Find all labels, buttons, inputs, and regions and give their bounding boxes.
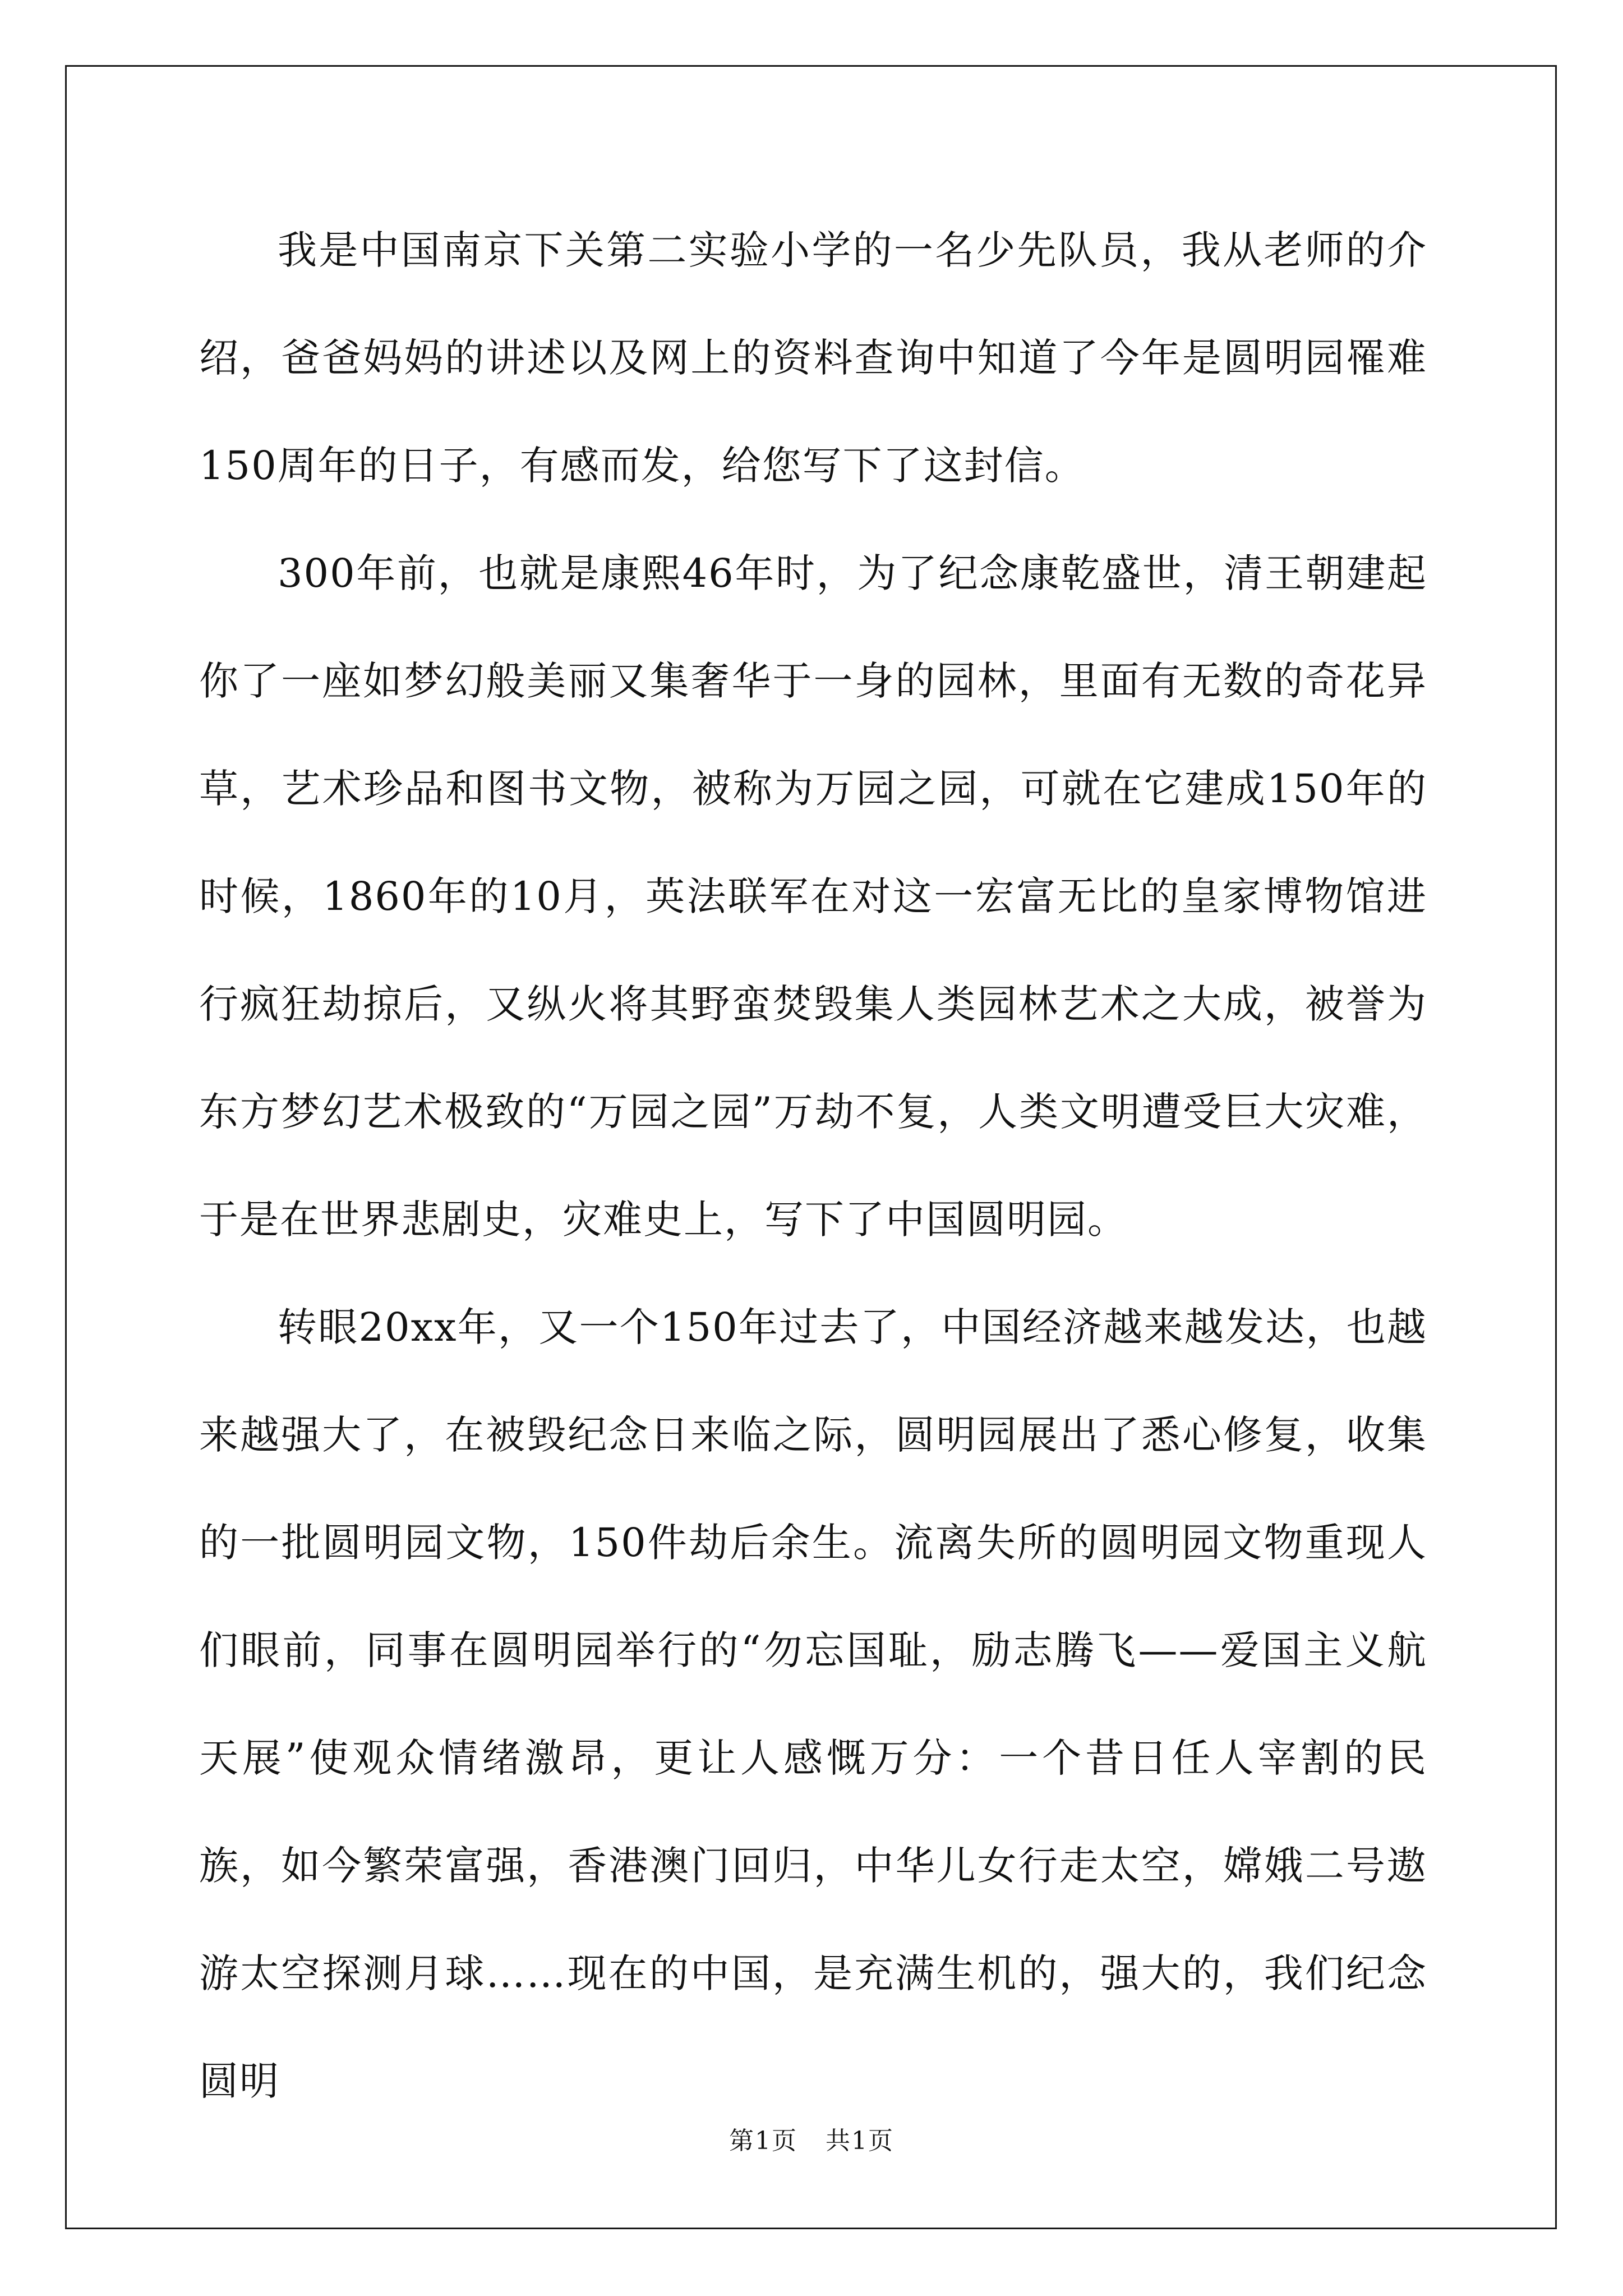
page-total: 共1页 [826,2127,894,2155]
document-body [199,196,1427,2135]
page-footer [0,2120,1623,2156]
page-number: 第1页 [729,2127,797,2155]
paragraph-3: 转眼20xx年，又一个150年过去了，中国经济越来越发达，也越来越强大了，在被毁纪念日来临之际，圆明园展出了悉心修复，收集的一批圆明园文物，150件劫后余生。流离失所的圆明园文物重现人们眼前，同事在圆明园举行的“勿忘国耻，励志腾飞——爱国主义航天展”使观众情绪激昂，更让人感慨万分：一个昔日任人宰割的民族，如今繁荣富强，香港澳门回归，中华儿女行走太空，嫦娥二号遨游太空探测月球……现在的中国，是充满生机的，强大的，我们纪念圆明 [199,1304,1427,2104]
paragraph-2: 300年前，也就是康熙46年时，为了纪念康乾盛世，清王朝建起你了一座如梦幻般美丽又集奢华于一身的园林，里面有无数的奇花异草，艺术珍品和图书文物，被称为万园之园，可就在它建成150年的时候，1860年的10月，英法联军在对这一宏富无比的皇家博物馆进行疯狂劫掠后，又纵火将其野蛮焚毁集人类园林艺术之大成，被誉为东方梦幻艺术极致的“万园之园”万劫不复，人类文明遭受巨大灾难，于是在世界悲剧史，灾难史上，写下了中国圆明园。 [199,550,1427,1243]
paragraph-1: 我是中国南京下关第二实验小学的一名少先队员，我从老师的介绍，爸爸妈妈的讲述以及网上的资料查询中知道了今年是圆明园罹难150周年的日子，有感而发，给您写下了这封信。 [199,227,1427,489]
